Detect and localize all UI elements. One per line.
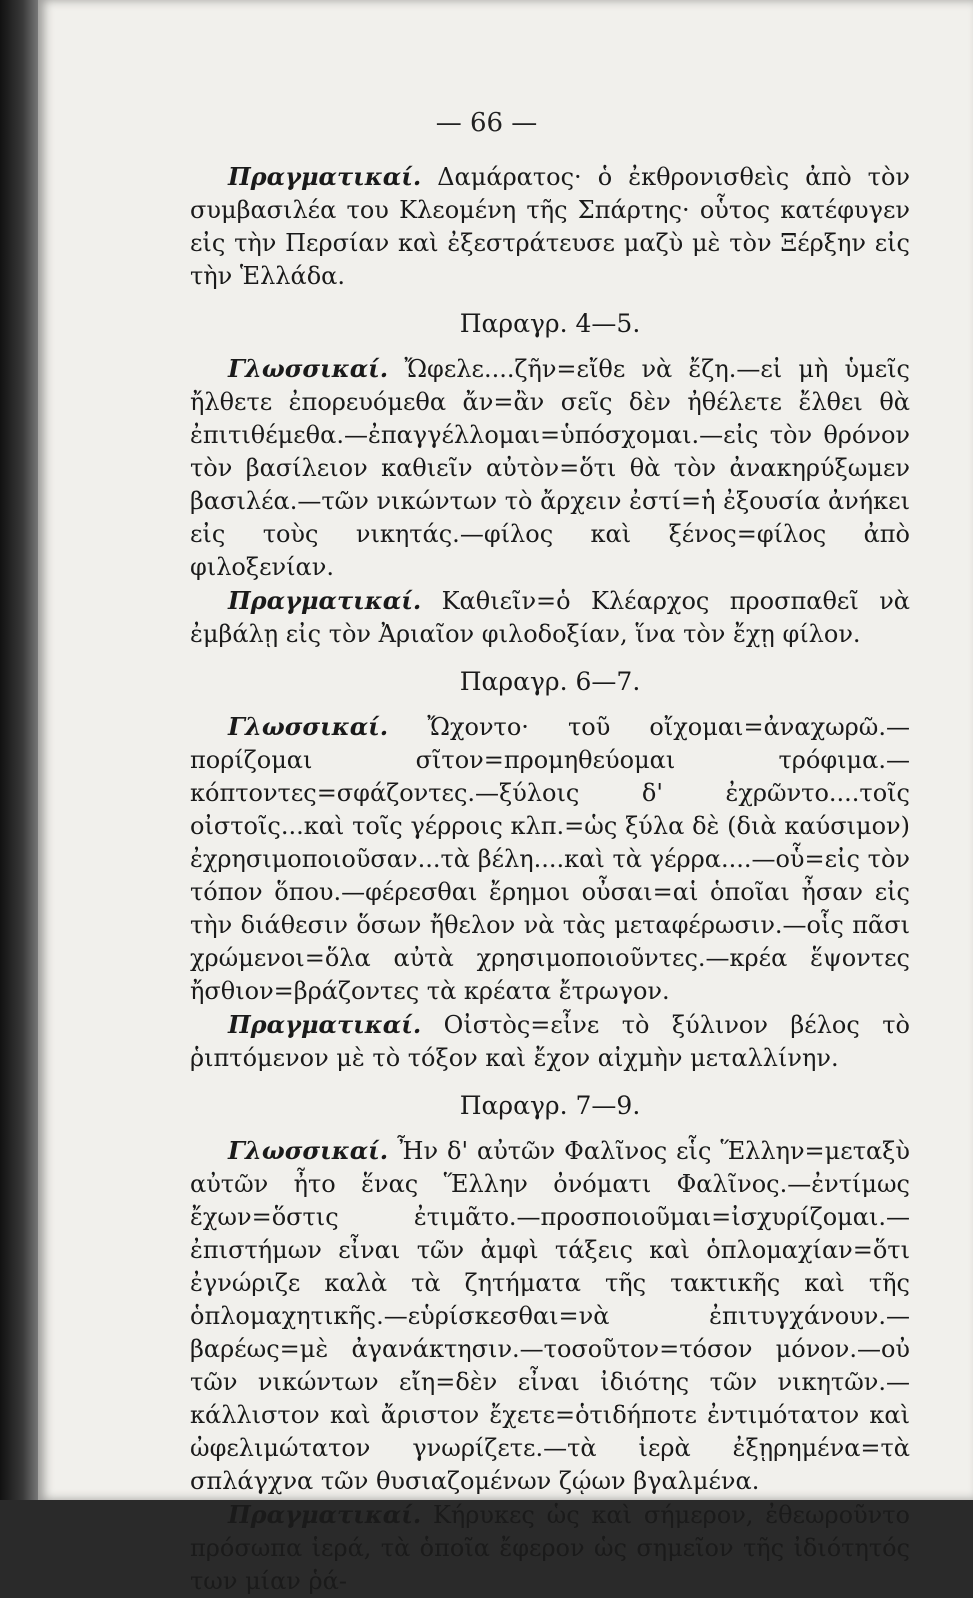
page-number: — 66 —: [435, 108, 538, 138]
page-text: [190, 160, 910, 1598]
paragraph-pragmatikai-4: [190, 1498, 910, 1598]
book-spine-shadow: [0, 0, 38, 1500]
paragraph-pragmatikai-2: [190, 584, 910, 651]
paragraph-text: Καθιεῖν=ὁ Κλέαρχος προσπαθεῖ νὰ ἐμβάλῃ εἰς τὸν Ἀριαῖον φιλοδοξίαν, ἵνα τὸν ἔχῃ φίλον.: [190, 587, 910, 648]
paragraph-text: Ὤχοντο· τοῦ οἴχομαι=ἀναχωρῶ.—πορίζομαι σῖτον=προμηθεύομαι τρόφιμα.—κόπτοντες=σφάζοντες.—ξύλοις δ' ἐχρῶντο....τοῖς οἰστοῖς...καὶ τοῖς γέρροις κλπ.=ὡς ξύλα δὲ (διὰ καύσιμον) ἐχρησιμοποιοῦσαν...τὰ βέλη....καὶ τὰ γέρρα....—οὗ=εἰς τὸν τόπον ὅπου.—φέρεσθαι ἔρημοι οὖσαι=αἱ ὁποῖαι ἦσαν εἰς τὴν διάθεσιν ὅσων ἤθελον νὰ τὰς μεταφέρωσιν.—οἷς πᾶσι χρώμενοι=ὅλα αὐτὰ χρησιμοποιοῦντες.—κρέα ἕψοντες ἤσθιον=βράζοντες τὰ κρέατα ἔτρωγον.: [190, 713, 910, 1005]
paragraph-text: Ὤφελε....ζῆν=εἴθε νὰ ἔζη.—εἰ μὴ ὑμεῖς ἤλθετε ἐπορευόμεθα ἄν=ἂν σεῖς δὲν ἠθέλετε ἔλθει θὰ ἐπιτιθέμεθα.—ἐπαγγέλλομαι=ὑπόσχομαι.—εἰς τὸν θρόνον τὸν βασίλειον καθιεῖν αὐτὸν=ὅτι θὰ τὸν ἀνακηρύξωμεν βασιλέα.—τῶν νικώντων τὸ ἄρχειν ἐστί=ἡ ἐξουσία ἀνήκει εἰς τοὺς νικητάς.—φίλος καὶ ξένος=φίλος ἀπὸ φιλοξενίαν.: [190, 355, 910, 581]
paragraph-pragmatikai-1: [190, 160, 910, 293]
section-heading: Παραγρ. 4—5.: [459, 309, 641, 338]
paragraph-text: Δαμάρατος· ὁ ἐκθρονισθεὶς ἀπὸ τὸν συμβασιλέα του Κλεομένη τῆς Σπάρτης· οὗτος κατέφυγεν εἰς τὴν Περσίαν καὶ ἐξεστράτευσε μαζὺ μὲ τὸν Ξέρξην εἰς τὴν Ἑλλάδα.: [190, 163, 911, 290]
paragraph-glossikai-2: [190, 710, 910, 1008]
section-label: Γλωσσικαί.: [228, 1136, 389, 1165]
section-label: Γλωσσικαί.: [228, 712, 389, 741]
paragraph-text: Κήρυκες ὡς καὶ σήμερον, ἐθεωροῦντο πρόσωπα ἱερά, τὰ ὁποῖα ἔφερον ὡς σημεῖον τῆς ἰδιότητός των μίαν ῥά-: [190, 1501, 910, 1595]
paragraph-pragmatikai-3: [190, 1008, 910, 1075]
section-heading: Παραγρ. 6—7.: [459, 667, 641, 696]
section-label: Πραγματικαί.: [228, 162, 422, 191]
paragraph-glossikai-1: [190, 352, 910, 584]
section-label: Γλωσσικαί.: [228, 354, 389, 383]
section-label: Πραγματικαί.: [228, 1010, 422, 1039]
paragraph-text: Ἦν δ' αὐτῶν Φαλῖνος εἷς Ἕλλην=μεταξὺ αὐτῶν ἦτο ἕνας Ἕλλην ὀνόματι Φαλῖνος.—ἐντίμως ἔχων=ὅστις ἐτιμᾶτο.—προσποιοῦμαι=ἰσχυρίζομαι.—ἐπιστήμων εἶναι τῶν ἀμφὶ τάξεις καὶ ὁπλομαχίαν=ὅτι ἐγνώριζε καλὰ τὰ ζητήματα τῆς τακτικῆς καὶ τῆς ὁπλομαχητικῆς.—εὑρίσκεσθαι=νὰ ἐπιτυγχάνουν.—βαρέως=μὲ ἀγανάκτησιν.—τοσοῦτον=τόσον μόνον.—οὐ τῶν νικώντων εἴη=δὲν εἶναι ἰδιότης τῶν νικητῶν.—κάλλιστον καὶ ἄριστον ἔχετε=ὁτιδήποτε ἐντιμότατον καὶ ὠφελιμώτατον γνωρίζετε.—τὰ ἱερὰ ἐξῃρημένα=τὰ σπλάγχνα τῶν θυσιαζομένων ζῴων βγαλμένα.: [190, 1137, 910, 1495]
section-heading: Παραγρ. 7—9.: [459, 1091, 641, 1120]
paragraph-glossikai-3: [190, 1134, 910, 1498]
section-label: Πραγματικαί.: [228, 1500, 422, 1529]
section-label: Πραγματικαί.: [228, 586, 422, 615]
paragraph-text: Οἰστὸς=εἶνε τὸ ξύλινον βέλος τὸ ῥιπτόμενον μὲ τὸ τόξον καὶ ἔχον αἰχμὴν μεταλλίνην.: [190, 1011, 910, 1072]
